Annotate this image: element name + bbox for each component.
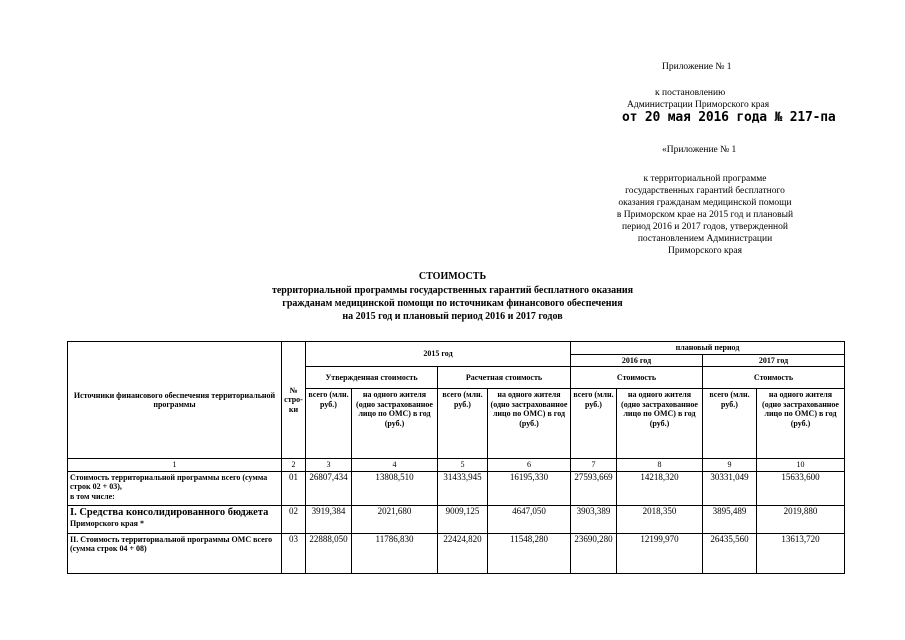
program-line: в Приморском крае на 2015 год и плановый bbox=[616, 210, 794, 220]
row-label bbox=[68, 505, 282, 533]
header-row-number: № стро-ки bbox=[282, 342, 306, 459]
cell-value: 3895,489 bbox=[703, 505, 757, 533]
row-sublabel: Приморского края * bbox=[70, 518, 144, 528]
cell-value: 4647,050 bbox=[488, 505, 571, 533]
header-per-capita: на одного жителя (одно застрахованное лицо по ОМС) в год (руб.) bbox=[617, 389, 703, 459]
cell-value: 12199,970 bbox=[617, 533, 703, 573]
to-resolution-label: к постановлению bbox=[655, 88, 726, 98]
cell-value: 26807,434 bbox=[306, 471, 352, 505]
table-row bbox=[68, 471, 845, 505]
table-row bbox=[68, 505, 845, 533]
row-label-text: Стоимость территориальной программы всего (сумма строк 02 + 03), bbox=[70, 472, 268, 491]
row-number: 01 bbox=[282, 471, 306, 505]
cell-value: 23690,280 bbox=[571, 533, 617, 573]
appendix-label: Приложение № 1 bbox=[662, 62, 732, 72]
cell-value: 2021,680 bbox=[352, 505, 438, 533]
header-per-capita: на одного жителя (одно застрахованное лицо по ОМС) в год (руб.) bbox=[757, 389, 845, 459]
column-number: 2 bbox=[282, 459, 306, 472]
cost-table bbox=[67, 341, 845, 574]
column-number: 6 bbox=[488, 459, 571, 472]
header-total: всего (млн. руб.) bbox=[438, 389, 488, 459]
cell-value: 22424,820 bbox=[438, 533, 488, 573]
column-number: 7 bbox=[571, 459, 617, 472]
document-title: СТОИМОСТЬ bbox=[418, 271, 487, 282]
cell-value: 3903,389 bbox=[571, 505, 617, 533]
row-sublabel: в том числе: bbox=[70, 491, 115, 501]
cell-value: 2019,880 bbox=[757, 505, 845, 533]
administration-label: Администрации Приморского края bbox=[627, 100, 770, 110]
cell-value: 27593,669 bbox=[571, 471, 617, 505]
header-cost-2016: Стоимость bbox=[571, 367, 703, 389]
column-number: 3 bbox=[306, 459, 352, 472]
header-year-2017: 2017 год bbox=[703, 354, 845, 367]
table-row bbox=[68, 533, 845, 573]
decree-stamp: от 20 мая 2016 года № 217-па bbox=[622, 110, 836, 125]
cell-value: 13613,720 bbox=[757, 533, 845, 573]
program-line: оказания гражданам медицинской помощи bbox=[618, 198, 792, 208]
title-line: гражданам медицинской помощи по источникам финансового обеспечения bbox=[282, 298, 623, 309]
program-line: Приморского края bbox=[667, 246, 743, 256]
program-line: к территориальной программе bbox=[643, 174, 767, 184]
column-number: 8 bbox=[617, 459, 703, 472]
header-approved-cost: Утвержденная стоимость bbox=[306, 367, 438, 389]
cell-value: 26435,560 bbox=[703, 533, 757, 573]
cell-value: 15633,600 bbox=[757, 471, 845, 505]
cell-value: 2018,350 bbox=[617, 505, 703, 533]
header-source: Источники финансового обеспечения территориальной программы bbox=[68, 342, 282, 459]
cell-value: 16195,330 bbox=[488, 471, 571, 505]
header-calculated-cost: Расчетная стоимость bbox=[438, 367, 571, 389]
column-number: 5 bbox=[438, 459, 488, 472]
program-line: период 2016 и 2017 годов, утвержденной bbox=[622, 222, 788, 232]
header-planned-period: плановый период bbox=[571, 342, 845, 355]
cell-value: 3919,384 bbox=[306, 505, 352, 533]
header-year-2016: 2016 год bbox=[571, 354, 703, 367]
header-total: всего (млн. руб.) bbox=[703, 389, 757, 459]
cell-value: 13808,510 bbox=[352, 471, 438, 505]
header-cost-2017: Стоимость bbox=[703, 367, 845, 389]
column-number: 1 bbox=[68, 459, 282, 472]
cell-value: 14218,320 bbox=[617, 471, 703, 505]
column-number: 9 bbox=[703, 459, 757, 472]
row-label bbox=[68, 533, 282, 573]
title-line: на 2015 год и плановый период 2016 и 2017 годов bbox=[342, 311, 563, 322]
header-total: всего (млн. руб.) bbox=[571, 389, 617, 459]
header-per-capita: на одного жителя (одно застрахованное лицо по ОМС) в год (руб.) bbox=[488, 389, 571, 459]
row-number: 03 bbox=[282, 533, 306, 573]
row-number: 02 bbox=[282, 505, 306, 533]
program-line: государственных гарантий бесплатного bbox=[625, 186, 785, 196]
cell-value: 9009,125 bbox=[438, 505, 488, 533]
column-number: 10 bbox=[757, 459, 845, 472]
title-line: территориальной программы государственных гарантий бесплатного оказания bbox=[271, 285, 634, 296]
cell-value: 31433,945 bbox=[438, 471, 488, 505]
row-label-text: II. Стоимость территориальной программы ОМС всего bbox=[70, 534, 273, 544]
cell-value: 11786,830 bbox=[352, 533, 438, 573]
row-label-text: I. Средства консолидированного бюджета bbox=[70, 506, 269, 518]
appendix2-label: «Приложение № 1 bbox=[662, 145, 737, 155]
header-per-capita: на одного жителя (одно застрахованное лицо по ОМС) в год (руб.) bbox=[352, 389, 438, 459]
program-line: постановлением Администрации bbox=[637, 234, 773, 244]
cell-value: 22888,050 bbox=[306, 533, 352, 573]
header-total: всего (млн. руб.) bbox=[306, 389, 352, 459]
row-label bbox=[68, 471, 282, 505]
header-year-2015: 2015 год bbox=[306, 342, 571, 367]
cell-value: 30331,049 bbox=[703, 471, 757, 505]
cell-value: 11548,280 bbox=[488, 533, 571, 573]
row-sublabel: (сумма строк 04 + 08) bbox=[70, 544, 147, 553]
column-number: 4 bbox=[352, 459, 438, 472]
